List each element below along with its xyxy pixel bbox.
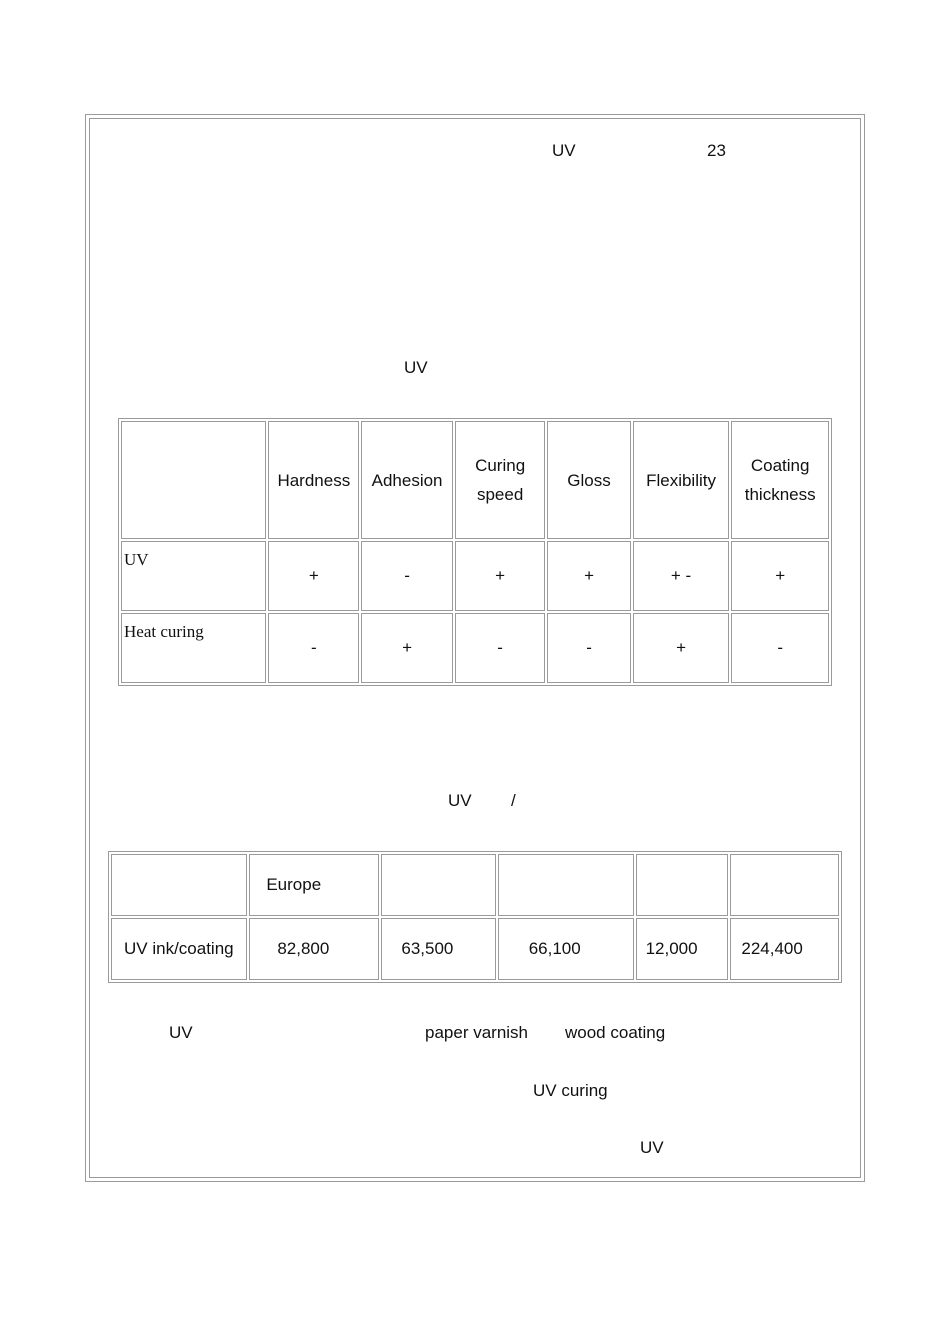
para-paper-varnish: paper varnish [425, 1023, 529, 1042]
cell-uv-hardness: + [268, 541, 359, 611]
cell-uv-flexibility: + - [633, 541, 730, 611]
cell-uv-gloss: + [547, 541, 630, 611]
market-header-col6 [730, 854, 839, 916]
cell-heat-flexibility: + [633, 613, 730, 683]
para-uv-2: UV [640, 1138, 664, 1157]
market-cell-total: 224,400 [730, 918, 839, 980]
header-adhesion: Adhesion [361, 421, 453, 539]
market-header-europe: Europe [249, 854, 379, 916]
header-curing-speed [455, 421, 545, 539]
row-label-heat-curing: Heat curing [121, 613, 266, 683]
table2-caption-uv: UV [448, 791, 472, 810]
cell-heat-gloss: - [547, 613, 630, 683]
para-uv-1: UV [169, 1023, 193, 1042]
market-cell-europe: 82,800 [249, 918, 379, 980]
properties-table [118, 418, 832, 686]
header-flexibility: Flexibility [633, 421, 730, 539]
market-table [108, 851, 842, 983]
market-cell-col4: 66,100 [498, 918, 634, 980]
table-row [121, 541, 829, 611]
title-number: 23 [707, 141, 726, 160]
header-gloss: Gloss [547, 421, 630, 539]
title-uv: UV [552, 141, 576, 160]
table2-caption-slash: / [511, 791, 516, 810]
cell-uv-coating-thickness: + [731, 541, 829, 611]
market-header-empty [111, 854, 247, 916]
row-label-uv: UV [121, 541, 266, 611]
market-cell-col3: 63,500 [381, 918, 495, 980]
para-wood-coating: wood coating [565, 1023, 666, 1042]
cell-heat-adhesion: + [361, 613, 453, 683]
header-coating-thickness-text: Coating thickness [744, 456, 816, 504]
cell-heat-coating-thickness: - [731, 613, 829, 683]
market-header-row [111, 854, 839, 916]
header-curing-speed-text: Curing speed [475, 456, 526, 504]
cell-heat-hardness: - [268, 613, 359, 683]
table-row [121, 613, 829, 683]
market-cell-col5: 12,000 [636, 918, 729, 980]
market-header-col5 [636, 854, 729, 916]
market-row-label: UV ink/coating [111, 918, 247, 980]
market-header-col4 [498, 854, 634, 916]
cell-uv-curing-speed: + [455, 541, 545, 611]
header-coating-thickness [731, 421, 829, 539]
header-hardness: Hardness [268, 421, 359, 539]
cell-uv-adhesion: - [361, 541, 453, 611]
cell-heat-curing-speed: - [455, 613, 545, 683]
table1-caption-uv: UV [404, 358, 428, 377]
table-row [111, 918, 839, 980]
market-header-col3 [381, 854, 495, 916]
header-cell-empty [121, 421, 266, 539]
properties-header-row [121, 421, 829, 539]
para-uv-curing: UV curing [533, 1081, 608, 1100]
